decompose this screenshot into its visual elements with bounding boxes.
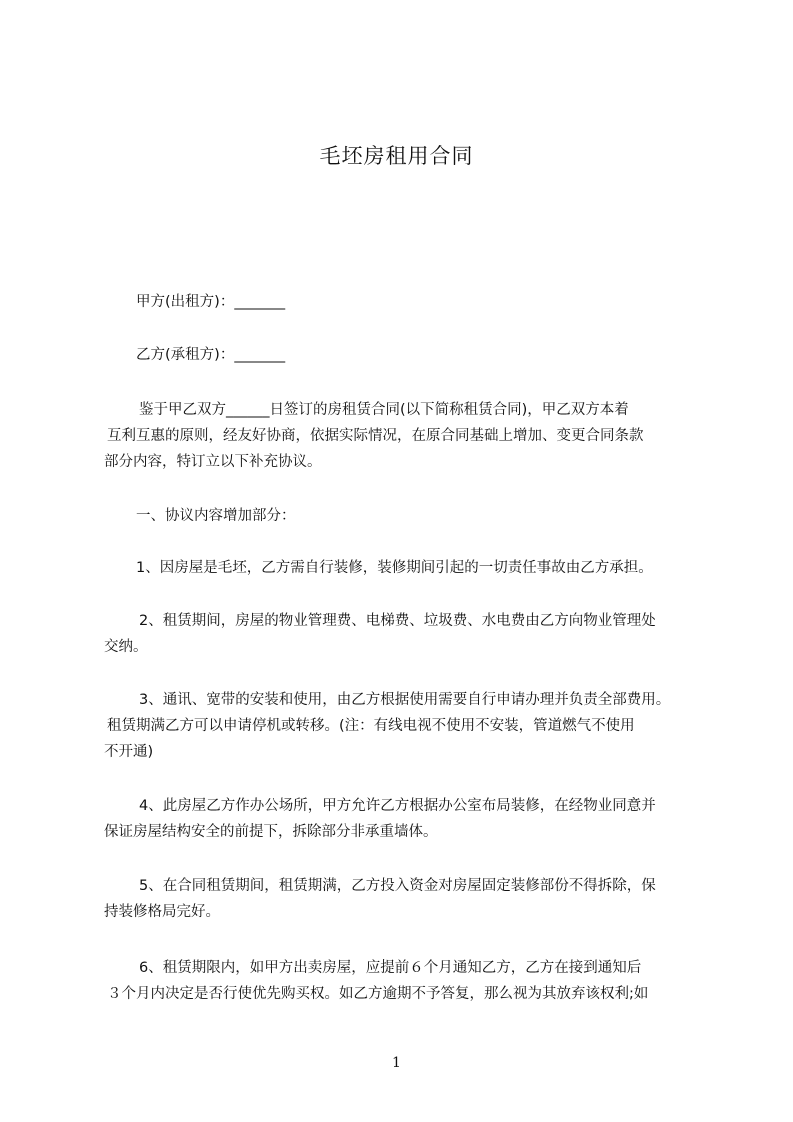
clause-line: 持装修格局完好。 — [104, 904, 220, 920]
section-heading: 一、协议内容增加部分： — [136, 508, 296, 524]
clause-line: ３个月内决定是否行使优先购买权。如乙方逾期不予答复，那么视为其放弃该权利;如 — [107, 986, 649, 1002]
party-a-line: 甲方(出租方)：_______ — [136, 294, 286, 310]
clause-line: 3、通讯、宽带的安装和使用，由乙方根据使用需要自行申请办理并负责全部费用。 — [139, 692, 671, 708]
clause-line: 交纳。 — [104, 639, 148, 655]
clause-line: 保证房屋结构安全的前提下，拆除部分非承重墙体。 — [104, 824, 438, 840]
clause-line: 6、租赁期限内，如甲方出卖房屋，应提前６个月通知乙方，乙方在接到通知后 — [139, 960, 642, 976]
preamble-line: 鉴于甲乙双方______日签订的房租赁合同(以下简称租赁合同)，甲乙双方本着 — [139, 402, 629, 418]
clause-line: 租赁期满乙方可以申请停机或转移。(注：有线电视不使用不安装，管道燃气不使用 — [107, 718, 635, 734]
clause-line: 2、租赁期间，房屋的物业管理费、电梯费、垃圾费、水电费由乙方向物业管理处 — [139, 613, 656, 629]
clause-line: 4、此房屋乙方作办公场所，甲方允许乙方根据办公室布局装修，在经物业同意并 — [139, 798, 656, 814]
clause-line: 不开通) — [104, 744, 154, 760]
preamble-line: 部分内容，特订立以下补充协议。 — [104, 454, 322, 470]
document-title: 毛坯房租用合同 — [319, 144, 474, 168]
party-b-line: 乙方(承租方)：_______ — [136, 347, 286, 363]
preamble-line: 互利互惠的原则，经友好协商，依据实际情况，在原合同基础上增加、变更合同条款 — [107, 428, 644, 444]
page-number: 1 — [392, 1055, 401, 1071]
clause-line: 1、因房屋是毛坯，乙方需自行装修，装修期间引起的一切责任事故由乙方承担。 — [136, 560, 653, 576]
clause-line: 5、在合同租赁期间，租赁期满，乙方投入资金对房屋固定装修部份不得拆除，保 — [139, 878, 656, 894]
